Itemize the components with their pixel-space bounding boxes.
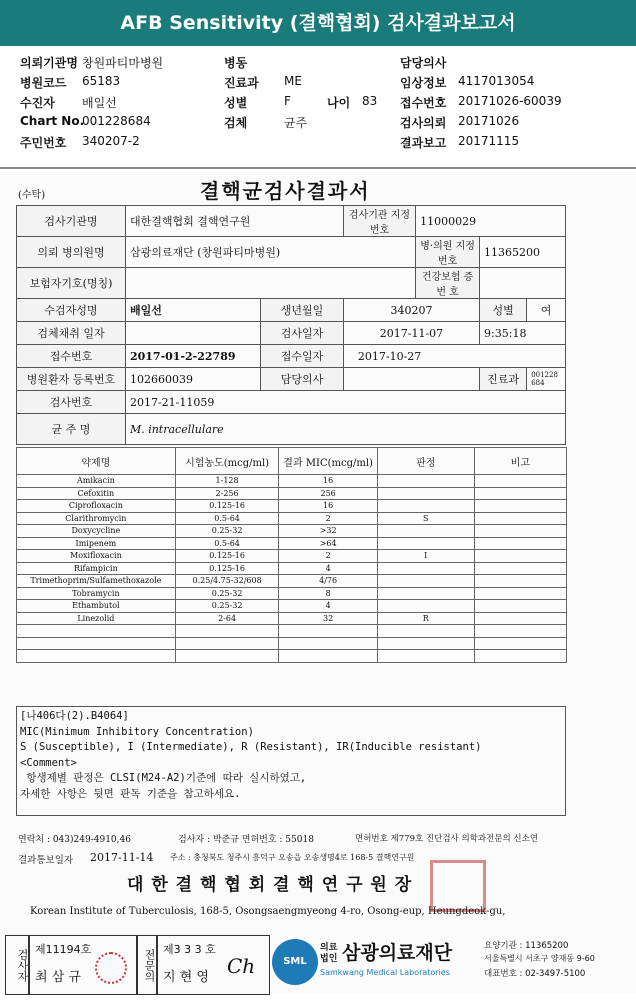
doctor-label: 담당의사	[261, 368, 344, 391]
header-value: 균주	[284, 116, 308, 130]
birth-label: 생년월일	[261, 299, 344, 322]
header-value: 4117013054	[458, 74, 535, 88]
doctor-name: 지 현 영	[163, 970, 209, 985]
test-no-label: 검사번호	[17, 391, 126, 414]
doctor	[343, 368, 479, 391]
table-cell	[474, 562, 566, 575]
table-cell: 16	[279, 475, 377, 488]
insurance-label: 보험자기호(명칭)	[17, 268, 126, 299]
header-value: 65183	[82, 74, 121, 88]
table-cell: >32	[279, 525, 377, 538]
table-header-cell: 시험농도(mcg/ml)	[175, 448, 279, 475]
table-cell	[474, 587, 566, 600]
birth: 340207	[343, 299, 479, 322]
table-cell	[474, 475, 566, 488]
notes-box	[16, 706, 566, 816]
table-cell	[474, 600, 566, 613]
tester-box-label: 검사자	[5, 935, 30, 995]
table-cell: 2-256	[175, 487, 279, 500]
doctor-box-label: 전문의	[136, 935, 158, 995]
table-row	[17, 587, 567, 600]
report-header	[0, 54, 636, 166]
contact-tester: 검사자 : 박준규 면허번호 : 55018	[178, 835, 314, 845]
lab-code-label: 검사기관 지정번호	[343, 206, 415, 237]
health	[480, 268, 566, 299]
org-address-en: Korean Institute of Tuberculosis, 168-5, Osongsaengmyeong 4-ro, Osong-eup, Heungdeok-gu,	[30, 906, 506, 917]
insurance	[125, 268, 415, 299]
header-label: 병동	[224, 56, 248, 70]
header-value: 20171026-60039	[458, 94, 562, 108]
table-row	[17, 612, 567, 625]
doctor-no: 제3 3 3 호	[163, 943, 216, 956]
note-line: S (Susceptible), I (Intermediate), R (Resistant), IR(Inducible resistant)	[20, 741, 482, 753]
test-no: 2017-21-11059	[125, 391, 565, 414]
table-cell: 0.5-64	[175, 537, 279, 550]
hospital-label: 의뢰 병의원명	[17, 237, 126, 268]
table-cell: Rifampicin	[17, 562, 176, 575]
table-row	[17, 637, 567, 650]
organism: M. intracellulare	[125, 414, 565, 445]
table-row	[17, 562, 567, 575]
header-label: 결과보고	[400, 136, 447, 150]
table-cell: R	[377, 612, 474, 625]
table-cell	[17, 625, 176, 638]
reg-label: 병원환자 등록번호	[17, 368, 126, 391]
collect-label: 검체채취 일자	[17, 322, 126, 345]
note-line: [나406다(2).B4064]	[20, 710, 129, 722]
reg: 102660039	[125, 368, 260, 391]
brand-en: Samkwang Medical Laboratories	[320, 968, 450, 977]
header-value: ME	[284, 74, 302, 88]
sml-logo: SML	[272, 939, 318, 985]
lab-name: 대한결핵협회 결핵연구원	[125, 206, 343, 237]
table-cell: Linezolid	[17, 612, 176, 625]
table-cell	[474, 625, 566, 638]
table-row	[17, 487, 567, 500]
table-cell	[474, 525, 566, 538]
notify-label: 결과통보일자	[18, 855, 74, 866]
doctor-box	[156, 935, 270, 995]
table-cell	[377, 575, 474, 588]
header-value: F	[284, 94, 291, 108]
header-label: 병원코드	[20, 76, 67, 90]
table-cell: Clarithromycin	[17, 512, 176, 525]
header-value: 001228684	[82, 114, 151, 128]
footer-line2: 서울특별시 서초구 양재동 9-60	[484, 954, 595, 963]
header-label: 성별	[224, 96, 248, 110]
table-cell	[474, 612, 566, 625]
reception-label: 접수번호	[17, 345, 126, 368]
table-cell	[279, 637, 377, 650]
reception: 2017-01-2-22789	[125, 345, 260, 368]
table-cell: 0.5-64	[175, 512, 279, 525]
table-cell	[17, 650, 176, 663]
table-cell	[474, 637, 566, 650]
header-value: 배일선	[82, 96, 117, 110]
header-label: 수진자	[20, 96, 55, 110]
footer-line1: 요양기관 : 11365200	[484, 941, 569, 951]
hospital-code-label: 병·의원 지정번호	[416, 237, 480, 268]
table-cell: Cefoxitin	[17, 487, 176, 500]
table-cell	[377, 537, 474, 550]
table-cell: 16	[279, 500, 377, 513]
table-cell: S	[377, 512, 474, 525]
patient-label: 수검자성명	[17, 299, 126, 322]
table-cell: I	[377, 550, 474, 563]
header-label: 접수번호	[400, 96, 447, 110]
header-label: 검체	[224, 116, 248, 130]
table-row	[17, 475, 567, 488]
hospital-code: 11365200	[480, 237, 566, 268]
sex-label: 성별	[480, 299, 527, 322]
table-cell	[17, 637, 176, 650]
table-cell	[474, 650, 566, 663]
table-header-cell: 판정	[377, 448, 474, 475]
table-row	[17, 525, 567, 538]
table-cell: 4	[279, 562, 377, 575]
report-banner: AFB Sensitivity (결핵협회) 검사결과보고서	[0, 0, 636, 46]
table-header-cell: 결과 MIC(mcg/ml)	[279, 448, 377, 475]
table-cell: 32	[279, 612, 377, 625]
table-cell: 0.25-32	[175, 525, 279, 538]
table-cell	[474, 575, 566, 588]
table-cell	[474, 487, 566, 500]
form-tag: (수탁)	[18, 190, 46, 201]
table-row	[17, 550, 567, 563]
patient: 배일선	[125, 299, 260, 322]
table-cell: 0.125-16	[175, 500, 279, 513]
table-cell: 4	[279, 600, 377, 613]
test-date-label: 검사일자	[261, 322, 344, 345]
tester-name: 최 삼 규	[35, 970, 81, 985]
table-cell	[377, 487, 474, 500]
table-cell: 2-64	[175, 612, 279, 625]
table-cell: 1-128	[175, 475, 279, 488]
table-cell: Ciprofloxacin	[17, 500, 176, 513]
reception-date-label: 접수일자	[261, 345, 344, 368]
table-cell	[377, 525, 474, 538]
brand-name: 삼광의료재단	[342, 942, 453, 964]
footer-line3: 대표번호 : 02-3497-5100	[484, 969, 586, 979]
contact-address: 주소 : 충청북도 청주시 흥덕구 오송읍 오송생명4로 168-5 결핵연구원	[170, 853, 415, 862]
header-label: 검사의뢰	[400, 116, 447, 130]
organism-label: 균 주 명	[17, 414, 126, 445]
collect	[125, 322, 260, 345]
table-cell	[377, 650, 474, 663]
footer	[0, 935, 636, 1000]
contact-specialist: 면허번호 제779호 진단검사 의학과전문의 신소연	[355, 834, 539, 844]
table-cell	[377, 625, 474, 638]
table-cell	[377, 500, 474, 513]
table-cell: Tobramycin	[17, 587, 176, 600]
table-cell	[474, 500, 566, 513]
table-row	[17, 575, 567, 588]
sex: 여	[527, 299, 566, 322]
header-label: 임상정보	[400, 76, 447, 90]
table-cell: Doxycycline	[17, 525, 176, 538]
table-cell: Imipenem	[17, 537, 176, 550]
note-line: 자세한 사항은 뒷면 판독 기준을 참고하세요.	[20, 787, 241, 800]
note-line: MIC(Minimum Inhibitory Concentration)	[20, 725, 254, 738]
note-line: <Comment>	[20, 756, 77, 769]
table-cell	[377, 587, 474, 600]
table-cell: 0.125-16	[175, 562, 279, 575]
reception-date: 2017-10-27	[343, 345, 565, 368]
table-cell: Trimethoprim/Sulfamethoxazole	[17, 575, 176, 588]
table-row	[17, 625, 567, 638]
header-label: 의뢰기관명	[20, 56, 78, 70]
table-header-cell: 비고	[474, 448, 566, 475]
table-cell	[279, 650, 377, 663]
header-label: 담당의사	[400, 56, 447, 70]
table-cell: 256	[279, 487, 377, 500]
table-cell: >64	[279, 537, 377, 550]
tester-box	[28, 935, 138, 995]
table-header-cell: 약제명	[17, 448, 176, 475]
table-cell: 2	[279, 512, 377, 525]
table-cell	[377, 600, 474, 613]
lab-name-label: 검사기관명	[17, 206, 126, 237]
table-cell: 4/76	[279, 575, 377, 588]
table-cell: 0.25-32	[175, 600, 279, 613]
table-cell: 8	[279, 587, 377, 600]
table-row	[17, 650, 567, 663]
table-row	[17, 512, 567, 525]
header-label: Chart No.	[20, 114, 85, 128]
table-cell: 0.25-32	[175, 587, 279, 600]
header-label: 진료과	[224, 76, 259, 90]
table-cell: 2	[279, 550, 377, 563]
header-divider	[0, 167, 636, 169]
official-seal	[430, 860, 486, 912]
table-cell	[474, 512, 566, 525]
health-label: 건강보험 증 번 호	[416, 268, 480, 299]
table-cell	[377, 562, 474, 575]
table-cell: Moxifloxacin	[17, 550, 176, 563]
header-value: 창원파티마병원	[82, 56, 164, 70]
header-value: 20171115	[458, 134, 520, 148]
table-cell	[175, 637, 279, 650]
tester-no: 제11194호	[35, 943, 92, 956]
table-cell: 0.25/4.75-32/608	[175, 575, 279, 588]
table-cell	[377, 475, 474, 488]
doctor-signature: Ch	[227, 954, 256, 978]
table-cell	[175, 625, 279, 638]
table-cell	[175, 650, 279, 663]
table-cell: 0.125-16	[175, 550, 279, 563]
dept: 001228684	[527, 368, 566, 391]
header-value: 20171026	[458, 114, 520, 128]
table-row	[17, 500, 567, 513]
note-line: 항생제별 판정은 CLSI(M24-A2)기준에 따라 실시하였고,	[20, 772, 307, 784]
org-name: 대 한 결 핵 협 회 결 핵 연 구 원 장	[127, 875, 413, 895]
form-title: 결핵균검사결과서	[200, 179, 371, 203]
table-row	[17, 600, 567, 613]
table-cell: Amikacin	[17, 475, 176, 488]
header-label: 주민번호	[20, 136, 67, 150]
susceptibility-table	[16, 447, 567, 663]
test-date: 2017-11-07	[343, 322, 479, 345]
table-cell	[474, 550, 566, 563]
age-label: 나이	[327, 96, 351, 110]
contact-phone: 연락처 : 043)249-4910,46	[18, 835, 131, 845]
header-value: 340207-2	[82, 134, 140, 148]
table-cell: Ethambutol	[17, 600, 176, 613]
dept-label: 진료과	[480, 368, 527, 391]
brand-prefix: 의료 법인	[320, 943, 338, 964]
notify-date: 2017-11-14	[90, 851, 154, 864]
table-cell	[377, 637, 474, 650]
table-row	[17, 537, 567, 550]
table-cell	[279, 625, 377, 638]
age-value: 83	[362, 94, 378, 108]
hospital: 삼광의료재단 (창원파티마병원)	[125, 237, 415, 268]
test-time: 9:35:18	[480, 322, 566, 345]
info-table	[16, 205, 566, 445]
lab-code: 11000029	[416, 206, 566, 237]
tester-seal	[95, 952, 127, 984]
table-cell	[474, 537, 566, 550]
